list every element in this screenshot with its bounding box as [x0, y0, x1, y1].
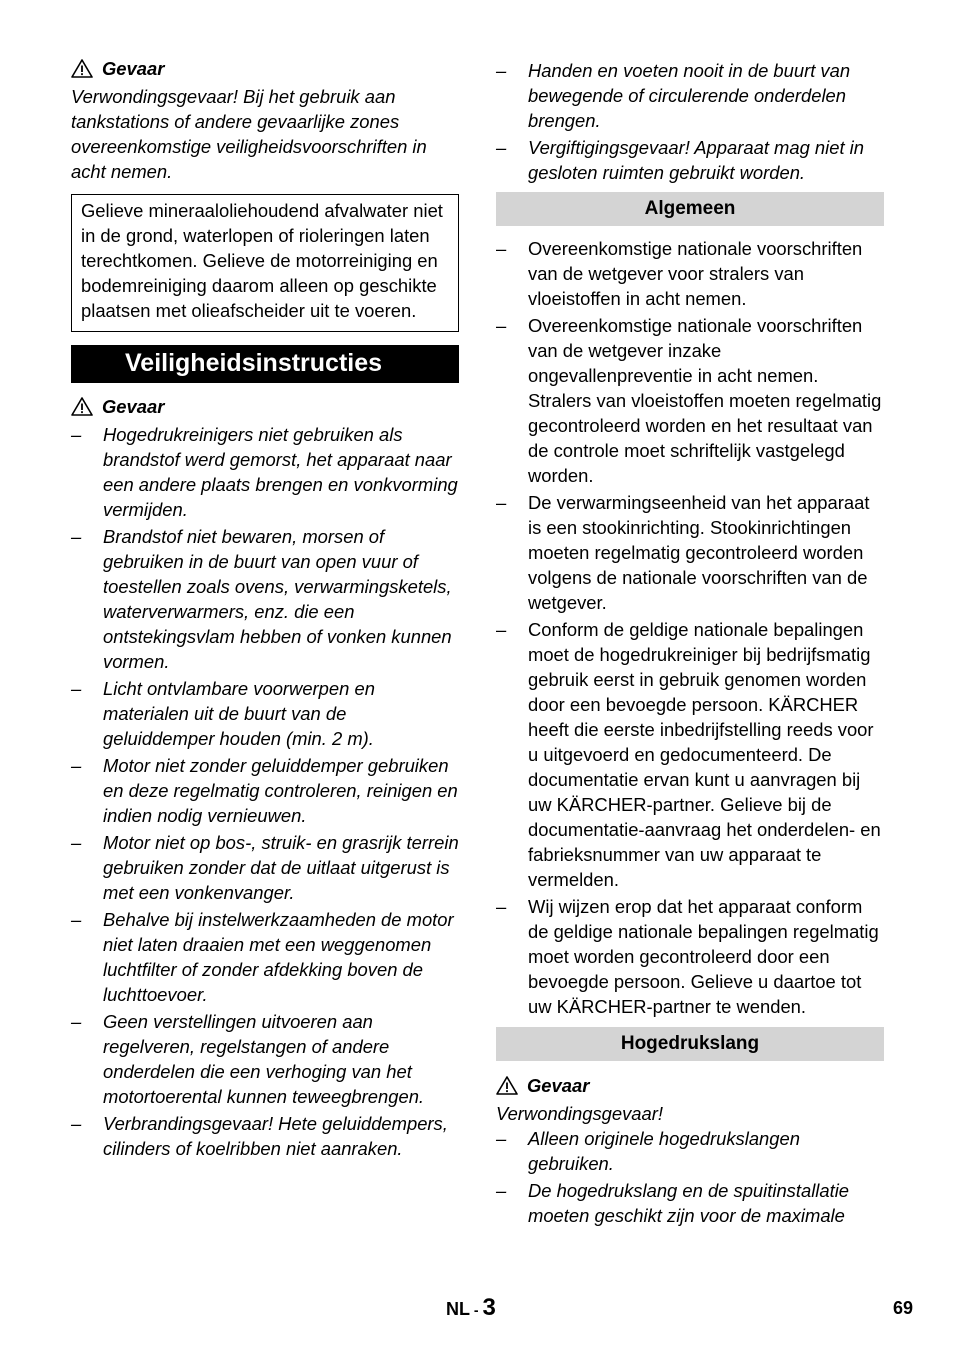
dash-bullet: –: [496, 315, 507, 336]
dash-bullet: –: [71, 755, 82, 776]
dash-bullet: –: [496, 238, 507, 259]
dash-bullet: –: [71, 424, 82, 445]
list-item: – Verbrandingsgevaar! Hete geluiddempers, cilinders of koelribben niet aanraken.: [71, 1113, 448, 1159]
danger-list: [71, 422, 459, 1161]
warning-triangle-icon: [71, 397, 93, 416]
list-item: – Motor niet op bos-, struik- en grasrijk terrein gebruiken zonder dat de uitlaat uitgerust is met een vonkenvanger.: [71, 832, 459, 903]
dash-bullet: –: [71, 832, 82, 853]
list-item: – Vergiftigingsgevaar! Apparaat mag niet in gesloten ruimten gebruikt worden.: [496, 137, 864, 183]
dash-bullet: –: [71, 909, 82, 930]
dash-bullet: –: [496, 60, 507, 81]
dash-bullet: –: [496, 1180, 507, 1201]
list-item: – Conform de geldige nationale bepalingen moet de hogedrukreiniger bij bedrijfsmatig gebruik eerst in gebruik genomen worden door een bevoegde persoon. KÄRCHER heeft die eerste inbedrijfstelling reeds voor u uitgevoerd en gedocumenteerd. De documentatie ervan kunt u aanvragen bij uw KÄRCHER-partner. Gelieve bij de documentatie-aanvraag het onderdelen- en fabrieksnummer van uw apparaat te vermelden.: [496, 619, 881, 890]
footer-section-number: 3: [482, 1294, 496, 1321]
page-number: 69: [892, 1298, 913, 1318]
dash-bullet: –: [496, 896, 507, 917]
danger-text: Verwondingsgevaar! Bij het gebruik aan tankstations of andere gevaarlijke zones overeenkomstige veiligheidsvoorschriften in acht nemen.: [71, 86, 427, 182]
list-item: – Brandstof niet bewaren, morsen of gebruiken in de buurt van open vuur of toestellen zoals ovens, verwarmingsketels, waterverwarmers, enz. die een ontstekingsvlam hebben of vonken kunnen vormen.: [71, 526, 452, 672]
danger-label: Gevaar: [102, 396, 165, 417]
list-item: – Alleen originele hogedrukslangen gebruiken.: [496, 1128, 800, 1174]
dash-bullet: –: [496, 492, 507, 513]
footer-section-page: [446, 1293, 496, 1325]
danger-intro: Verwondingsgevaar!: [496, 1103, 663, 1124]
list-item: – Motor niet zonder geluiddemper gebruiken en deze regelmatig controleren, reinigen en indien nodig vernieuwen.: [71, 755, 458, 826]
danger-label: Gevaar: [527, 1075, 590, 1096]
warning-triangle-icon: [496, 1076, 518, 1095]
subsection-title-hose: Hogedrukslang: [496, 1027, 884, 1061]
section-title: Veiligheidsinstructies: [71, 345, 459, 383]
right-column: [496, 58, 884, 1230]
notice-box: Gelieve mineraaloliehoudend afvalwater niet in de grond, waterlopen of rioleringen laten terechtkomen. Gelieve de motorreiniging en bodemreiniging daarom alleen op geschikte plaatsen met olieafscheider uit te voeren.: [71, 194, 459, 332]
subsection-title-general: Algemeen: [496, 192, 884, 226]
hose-list: [496, 1126, 884, 1228]
list-item: – Wij wijzen erop dat het apparaat conform de geldige nationale bepalingen regelmatig moet worden gecontroleerd door een bevoegde persoon. Gelieve u daartoe tot uw KÄRCHER-partner te wenden.: [496, 896, 879, 1017]
dash-bullet: –: [496, 1128, 507, 1149]
list-item: – Hogedrukreinigers niet gebruiken als brandstof werd gemorst, het apparaat naar een andere plaats brengen en vonkvorming vermijden.: [71, 424, 458, 520]
dash-bullet: –: [496, 137, 507, 158]
list-item: – Overeenkomstige nationale voorschriften van de wetgever voor stralers van vloeistoffen in acht nemen.: [496, 238, 863, 309]
list-item: – Behalve bij instelwerkzaamheden de motor niet laten draaien met een weggenomen luchtfilter of zonder afdekking boven de luchttoevoer.: [71, 909, 454, 1005]
list-item: – Geen verstellingen uitvoeren aan regelveren, regelstangen of andere onderdelen die een verhoging van het motortoerental kunnen teweegbrengen.: [71, 1011, 425, 1107]
danger-heading: [71, 56, 459, 81]
dash-bullet: –: [71, 1011, 82, 1032]
dash-bullet: –: [71, 1113, 82, 1134]
general-list: [496, 236, 884, 1019]
list-item: – Handen en voeten nooit in de buurt van bewegende of circulerende onderdelen brengen.: [496, 60, 851, 131]
continued-list: [496, 58, 884, 185]
dash-bullet: –: [496, 619, 507, 640]
list-item: – Licht ontvlambare voorwerpen en materialen uit de buurt van de geluiddemper houden (min. 2 m).: [71, 678, 375, 749]
dash-bullet: –: [71, 526, 82, 547]
list-item: – Overeenkomstige nationale voorschriften van de wetgever inzake ongevallenpreventie in acht nemen. Stralers van vloeistoffen moeten regelmatig gecontroleerd worden en het resultaat van de controle moet schriftelijk vastgelegd worden.: [496, 315, 882, 486]
footer-separator: -: [470, 1302, 483, 1318]
dash-bullet: –: [71, 678, 82, 699]
warning-triangle-icon: [71, 59, 93, 78]
danger-heading: [71, 394, 459, 419]
list-item: – De hogedrukslang en de spuitinstallatie moeten geschikt zijn voor de maximale: [496, 1180, 850, 1226]
danger-heading: [496, 1073, 884, 1098]
left-column: [71, 56, 459, 1163]
danger-label: Gevaar: [102, 58, 165, 79]
list-item: – De verwarmingseenheid van het apparaat is een stookinrichting. Stookinrichtingen moeten regelmatig gecontroleerd worden volgens de nationale voorschriften van de wetgever.: [496, 492, 870, 613]
footer-language: NL: [446, 1299, 470, 1319]
